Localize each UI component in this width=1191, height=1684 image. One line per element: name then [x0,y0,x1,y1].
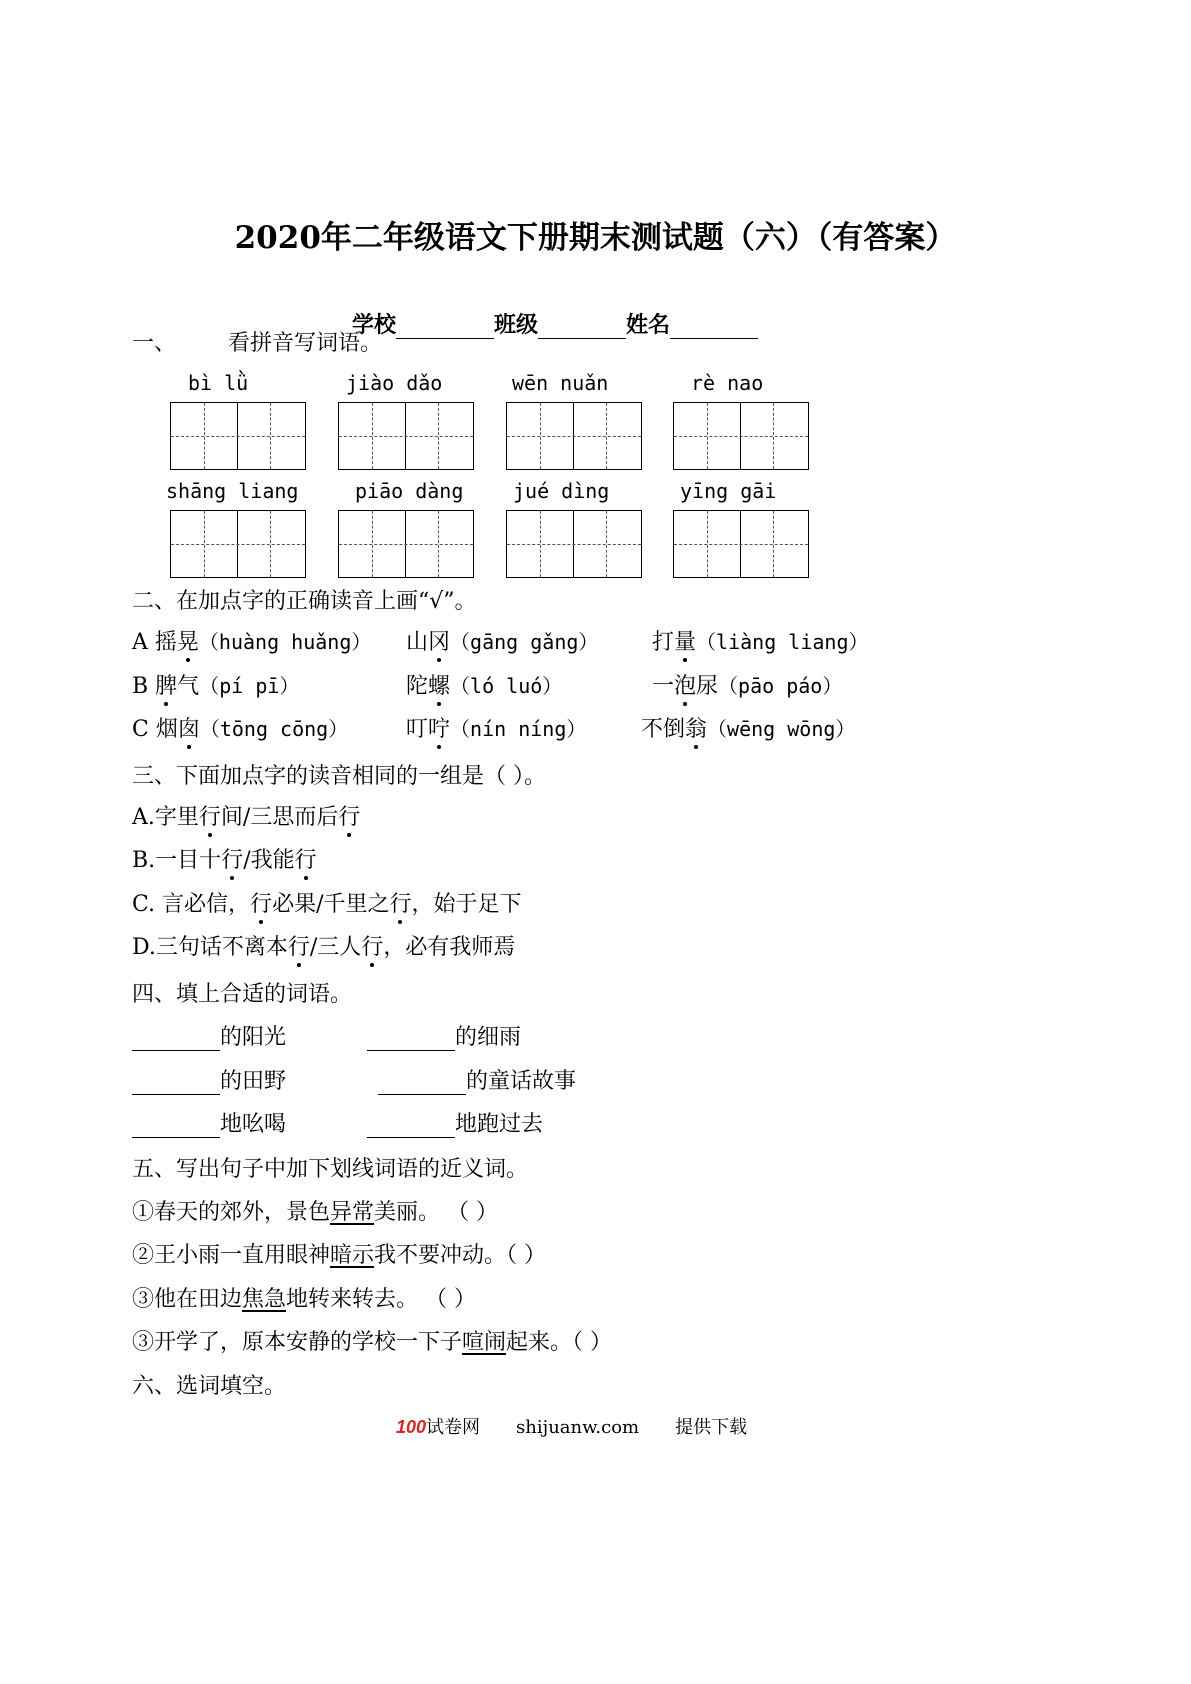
s4-item-4[interactable]: 的童话故事 [378,1064,576,1095]
writing-grid-5[interactable] [170,510,306,578]
site-url[interactable]: shijuanw.com [516,1417,640,1438]
pinyin-2: jiào dǎo [346,371,443,395]
s2-item-a3: 打量（liàng liang） [652,625,868,656]
s4-item-5[interactable]: 地吆喝 [132,1107,286,1138]
section-5-title: 五、写出句子中加下划线词语的近义词。 [132,1157,529,1182]
section-2-title: 二、在加点字的正确读音上画“√”。 [132,589,477,614]
s2-item-a2: 山冈（gāng gǎng） [406,625,598,656]
download-text: 提供下载 [675,1417,748,1438]
pinyin-5: shāng liang [166,479,299,503]
name-blank[interactable] [670,314,758,339]
pinyin-6: piāo dàng [355,479,464,503]
s2-item-b3: 一泡尿（pāo páo） [652,669,842,700]
school-blank[interactable] [396,314,494,339]
s4-item-6[interactable]: 地跑过去 [367,1107,543,1138]
site-logo: 100 [396,1417,427,1437]
class-label: 班级 [493,312,538,338]
s2-item-c2: 叮咛（nín níng） [406,712,586,743]
section-3-title: 三、下面加点字的读音相同的一组是（ ）。 [132,764,546,789]
s5-item-2[interactable]: ②王小雨一直用眼神暗示我不要冲动。（ ） [132,1243,547,1268]
s4-item-2[interactable]: 的细雨 [367,1020,521,1051]
section-4-title: 四、填上合适的词语。 [132,982,353,1007]
writing-grid-4[interactable] [673,402,809,470]
pinyin-8: yīng gāi [680,479,777,503]
name-label: 姓名 [626,312,671,338]
section-1-heading [132,326,382,357]
writing-grid-8[interactable] [673,510,809,578]
s3-option-c[interactable]: C. 言必信，行必果/千里之行，始于足下 [132,887,522,918]
writing-grid-6[interactable] [338,510,474,578]
pinyin-3: wēn nuǎn [512,371,609,395]
s4-item-1[interactable]: 的阳光 [132,1020,286,1051]
pinyin-4: rè nao [691,371,764,395]
section-1-title: 看拼音写词语。 [228,331,383,356]
writing-grid-2[interactable] [338,402,474,470]
s2-item-c3: 不倒翁（wēng wōng） [641,712,855,743]
pinyin-7: jué dìng [513,479,610,503]
s5-item-3[interactable]: ③他在田边焦急地转来转去。 （ ） [132,1287,477,1312]
site-name: 试卷网 [426,1417,481,1438]
section-6-title: 六、选词填空。 [132,1374,287,1399]
school-label: 学校 [351,312,396,338]
s5-item-1[interactable]: ①春天的郊外，景色异常美丽。 （ ） [132,1200,499,1225]
writing-grid-3[interactable] [506,402,642,470]
writing-grid-7[interactable] [506,510,642,578]
s2-item-b2: 陀螺（ló luó） [406,669,562,700]
page-title: 2020年二年级语文下册期末测试题（六）（有答案） [234,220,957,256]
s3-option-b[interactable]: B.一目十行/我能行 [132,843,317,874]
s5-item-4[interactable]: ③开学了，原本安静的学校一下子喧闹起来。（ ） [132,1330,613,1355]
section-1-number: 一、 [132,331,177,356]
s2-item-b1: B 脾气（pí pī） [132,669,299,700]
s2-item-c1: C 烟囱（tōng cōng） [132,712,348,743]
pinyin-1: bì lǜ [188,371,249,395]
footer [396,1413,1191,1439]
s4-item-3[interactable]: 的田野 [132,1064,286,1095]
s2-item-a1: A 摇晃（huàng huǎng） [132,625,371,656]
s3-option-a[interactable]: A.字里行间/三思而后行 [132,800,360,831]
writing-grid-1[interactable] [170,402,306,470]
s3-option-d[interactable]: D.三句话不离本行/三人行，必有我师焉 [132,930,515,961]
class-blank[interactable] [538,314,626,339]
